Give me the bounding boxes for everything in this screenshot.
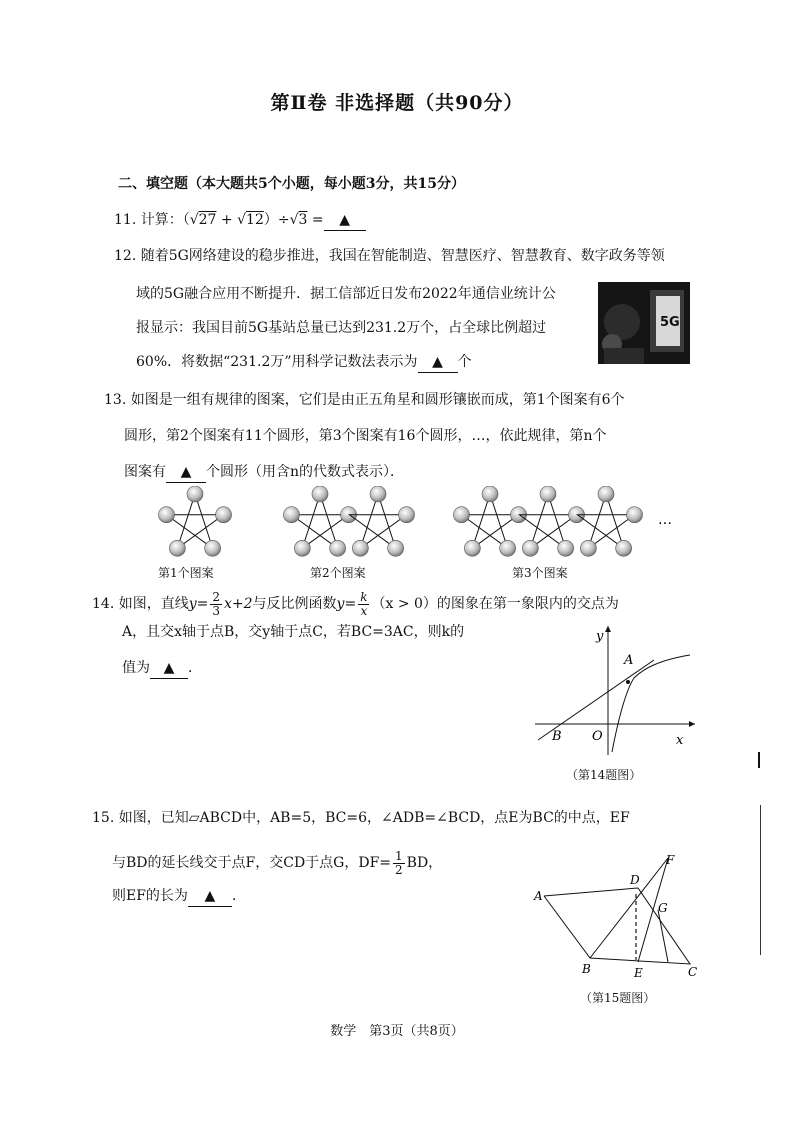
circle-ball <box>558 540 574 556</box>
figure-15 <box>530 850 710 980</box>
y-axis-arrow <box>605 626 611 632</box>
q12-line-4 <box>136 352 472 373</box>
ellipsis: … <box>658 512 672 528</box>
q13-line-3-text: 图案有 <box>124 464 166 480</box>
sqrt-symbol: √ <box>189 212 199 228</box>
pattern-1 <box>158 486 231 556</box>
margin-mark <box>758 752 760 768</box>
q14-condition: （x > 0）的图象在第一象限内的交点为 <box>371 596 619 612</box>
q12-line-4-end: 个 <box>457 354 472 370</box>
segment-bf <box>590 858 668 958</box>
caption-pattern-2: 第2个图案 <box>310 566 366 580</box>
label-c: C <box>688 965 698 979</box>
caption-pattern-3: 第3个图案 <box>512 566 568 580</box>
q15-line-3-text: 则EF的长为 <box>112 888 188 904</box>
line-graph <box>538 660 654 740</box>
frac-num: 1 <box>395 848 403 863</box>
x-axis-arrow <box>689 721 695 727</box>
q15-line-3-end: ． <box>231 888 246 904</box>
pattern-3 <box>453 486 642 556</box>
circle-ball <box>464 540 480 556</box>
label-a: A <box>534 889 543 903</box>
circle-ball <box>482 486 498 502</box>
q14-x-plus: x+2 <box>224 596 253 612</box>
sqrt-symbol: √ <box>237 212 247 228</box>
q14-line-3 <box>122 658 202 679</box>
q13-line-1: 13. 如图是一组有规律的图案，它们是由正五角星和圆形镶嵌而成，第1个图案有6个 <box>104 392 625 408</box>
q14-y: y= <box>188 596 209 612</box>
label-a: A <box>624 653 634 668</box>
q11-equals: = <box>311 212 324 228</box>
q11-radicand-2: 12 <box>246 212 264 228</box>
circle-ball <box>540 486 556 502</box>
frac-den: 2 <box>395 862 403 877</box>
fraction-1-2 <box>393 850 405 877</box>
frac-num: 2 <box>212 589 220 604</box>
frac-den: 3 <box>212 603 220 618</box>
q14-prefix: 14. 如图，直线 <box>92 596 189 612</box>
q14-line-1 <box>92 589 619 619</box>
fraction-2-3 <box>210 591 222 618</box>
q11-prefix: 11. 计算：（ <box>114 212 190 228</box>
sqrt-symbol: √ <box>289 212 299 228</box>
segment-gc <box>658 910 668 962</box>
q11-radicand-1: 27 <box>198 212 217 228</box>
circle-ball <box>216 507 232 523</box>
answer-blank-12[interactable]: ▲ <box>418 352 458 373</box>
q14-mid: 与反比例函数 <box>252 596 337 612</box>
q13-line-2: 圆形，第2个图案有11个圆形，第3个图案有16个圆形，…，依此规律，第n个 <box>124 428 607 444</box>
fraction-k-x <box>358 591 369 618</box>
circle-ball <box>500 540 516 556</box>
answer-blank-11[interactable]: ▲ <box>324 210 366 231</box>
section-heading: 二、填空题（本大题共5个小题，每小题3分，共15分） <box>118 176 465 192</box>
circle-ball <box>598 486 614 502</box>
q14-line-3-text: 值为 <box>122 660 150 676</box>
circle-ball <box>453 507 469 523</box>
q15-line-2-text: 与BD的延长线交于点F，交CD于点G，DF= <box>112 855 392 871</box>
q15-line-2-end: BD， <box>406 855 443 871</box>
circle-ball <box>388 540 404 556</box>
circle-ball <box>580 540 596 556</box>
q15-line-2 <box>112 848 442 878</box>
q11-mid: ）÷ <box>263 212 290 228</box>
circle-ball <box>205 540 221 556</box>
q14-y2: y= <box>336 596 357 612</box>
q13-line-3 <box>124 462 404 483</box>
figure-14 <box>530 620 700 760</box>
label-x: x <box>676 733 684 748</box>
circle-ball <box>294 540 310 556</box>
caption-pattern-1: 第1个图案 <box>158 566 214 580</box>
q11-radicand-3: 3 <box>298 212 308 228</box>
q12-line-1: 12. 随着5G网络建设的稳步推进，我国在智能制造、智慧医疗、智慧教育、数字政务等领 <box>114 248 665 264</box>
circle-ball <box>169 540 185 556</box>
label-o: O <box>592 729 603 744</box>
q14-line-2: A，且交x轴于点B，交y轴于点C，若BC=3AC，则k的 <box>122 624 465 640</box>
circle-ball <box>399 507 415 523</box>
circle-ball <box>283 507 299 523</box>
circle-ball <box>158 507 174 523</box>
circle-ball <box>330 540 346 556</box>
caption-figure-15: （第15题图） <box>580 991 656 1005</box>
circle-ball <box>370 486 386 502</box>
answer-blank-14[interactable]: ▲ <box>150 658 188 679</box>
parallelogram-abcd <box>544 888 690 964</box>
q13-line-3-end: 个圆形（用含n的代数式表示）． <box>206 464 405 480</box>
circle-ball <box>522 540 538 556</box>
q15-line-3 <box>112 886 246 907</box>
circle-ball <box>187 486 203 502</box>
question-11: 11. 计算：（√27 + √12）÷√3 = ▲ <box>114 210 366 231</box>
5g-photo <box>598 282 690 364</box>
answer-blank-15[interactable]: ▲ <box>188 886 232 907</box>
q12-line-4-text: 60%．将数据“231.2万”用科学记数法表示为 <box>136 354 418 370</box>
frac-num-k: k <box>360 589 368 604</box>
q12-line-2: 域的5G融合应用不断提升．据工信部近日发布2022年通信业统计公 <box>136 286 556 302</box>
pattern-2 <box>283 486 414 556</box>
circle-ball <box>352 540 368 556</box>
label-b: B <box>552 729 562 744</box>
circle-ball <box>627 507 643 523</box>
q15-line-1: 15. 如图，已知▱ABCD中，AB=5，BC=6，∠ADB=∠BCD，点E为BC的中点，EF <box>92 810 630 826</box>
circle-ball <box>616 540 632 556</box>
page-title: 第Ⅱ卷 非选择题（共90分） <box>270 92 524 114</box>
q14-line-3-end: ． <box>188 660 202 676</box>
label-f: F <box>666 853 675 867</box>
label-b: B <box>582 962 591 976</box>
label-g: G <box>658 901 668 915</box>
margin-line <box>760 805 761 955</box>
answer-blank-13[interactable]: ▲ <box>166 462 206 483</box>
label-y: y <box>596 629 604 644</box>
point-a <box>626 680 630 684</box>
label-e: E <box>634 966 643 980</box>
photo-5g-label: 5G <box>660 315 680 330</box>
label-d: D <box>630 873 640 887</box>
q12-line-3: 报显示：我国目前5G基站总量已达到231.2万个，占全球比例超过 <box>136 320 547 336</box>
caption-figure-14: （第14题图） <box>566 768 642 782</box>
star-patterns-figure <box>150 486 680 566</box>
page-footer: 数学 第3页（共8页） <box>330 1024 464 1039</box>
circle-ball <box>312 486 328 502</box>
frac-den-x: x <box>360 603 368 618</box>
